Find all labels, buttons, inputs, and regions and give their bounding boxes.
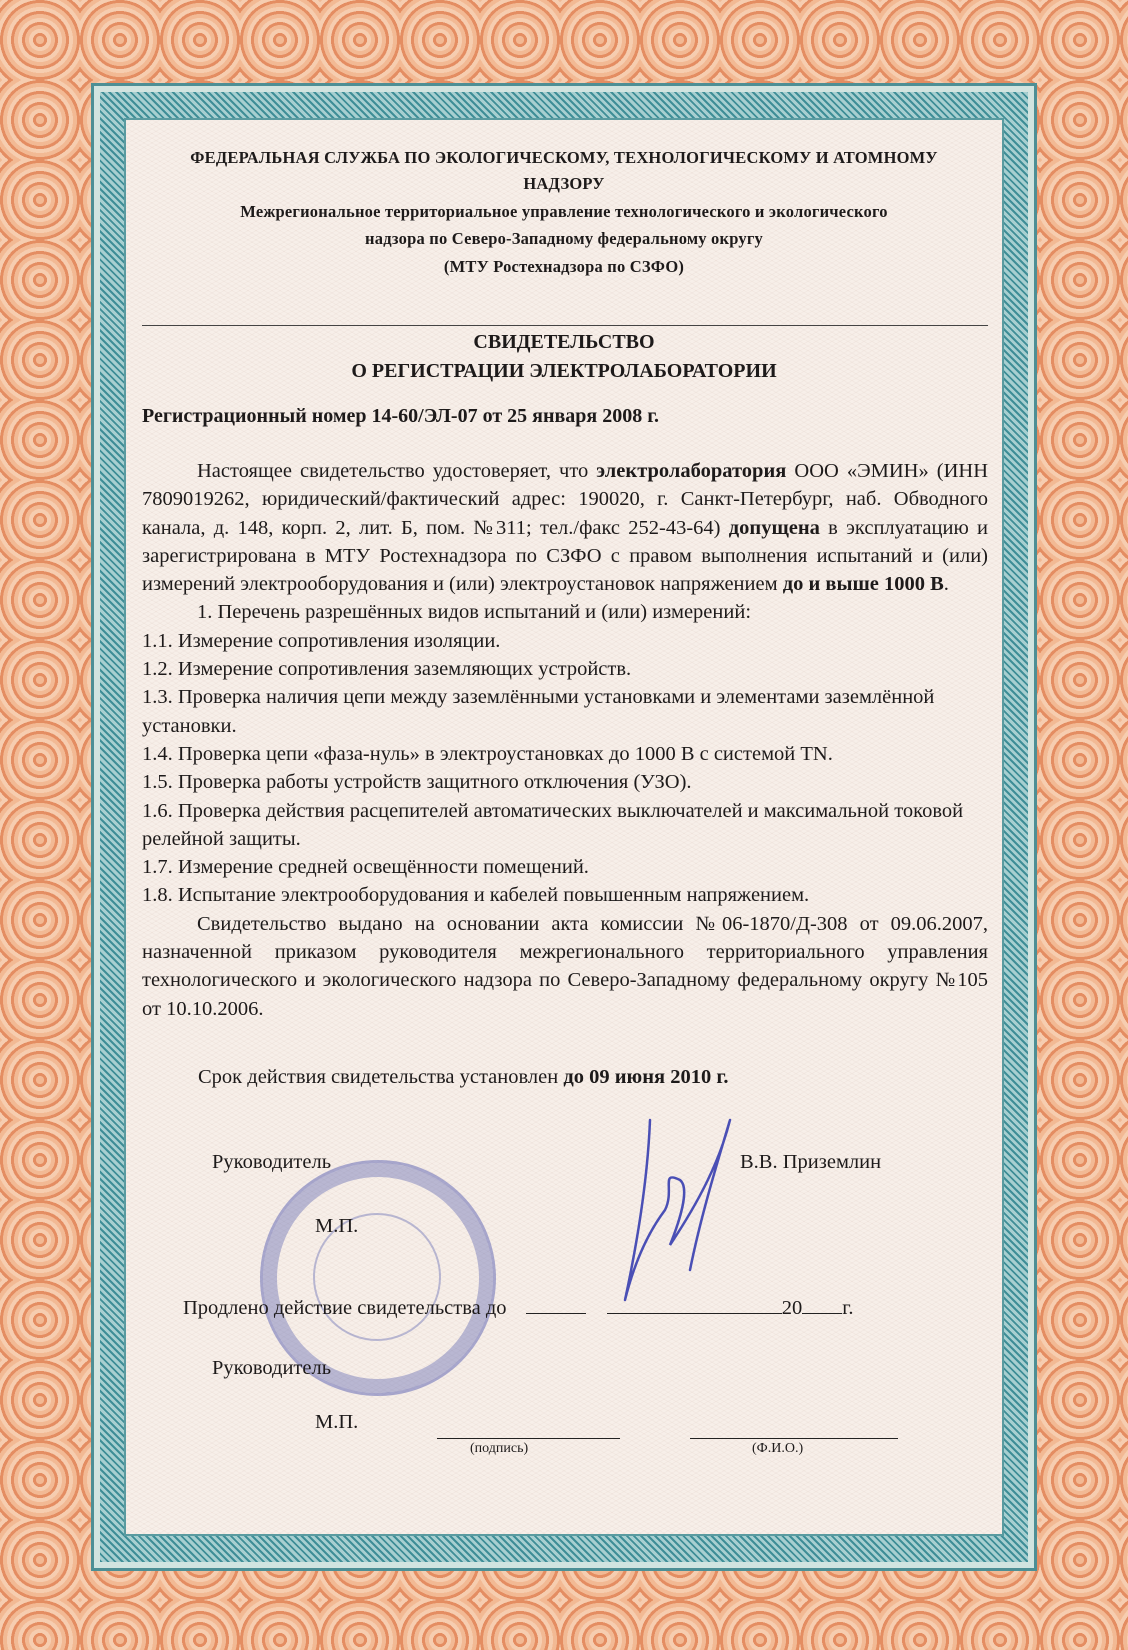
- registration-number: Регистрационный номер 14-60/ЭЛ-07 от 25 января 2008 г.: [142, 405, 660, 427]
- signatory-name: В.В. Приземлин: [740, 1151, 882, 1173]
- extension-day-blank[interactable]: [526, 1312, 586, 1314]
- header-divider: [142, 325, 988, 326]
- signature-caption: (подпись): [470, 1441, 529, 1456]
- name-caption: (Ф.И.О.): [752, 1441, 804, 1456]
- list-heading: 1. Перечень разрешённых видов испытаний и (или) измерений:: [197, 601, 752, 624]
- list-item: 1.2. Измерение сопротивления заземляющих устройств.: [142, 658, 632, 681]
- list-item: 1.3. Проверка наличия цепи между заземлёнными установками и элементами заземлённой установки.: [142, 686, 935, 737]
- handwritten-signature: [620, 1110, 770, 1310]
- list-item: 1.7. Измерение средней освещённости помещений.: [142, 856, 589, 879]
- list-item: 1.8. Испытание электрооборудования и кабелей повышенным напряжением.: [142, 884, 810, 907]
- list-item: 1.6. Проверка действия расцепителей автоматических выключателей и максимальной токовой релейной защиты.: [142, 799, 964, 850]
- agency-name-line1: ФЕДЕРАЛЬНАЯ СЛУЖБА ПО ЭКОЛОГИЧЕСКОМУ, ТЕХНОЛОГИЧЕСКОМУ И АТОМНОМУ: [190, 148, 938, 167]
- validity-line: Срок действия свидетельства установлен до 09 июня 2010 г.: [198, 1066, 729, 1088]
- basis-paragraph: Свидетельство выдано на основании акта комиссии №06-1870/Д-308 от 09.06.2007, назначенной приказом руководителя межрегионального территориального управления технологического и экологического надзора по Северо-Западному федеральному округу №105 от 10.10.2006.: [142, 912, 988, 1020]
- certificate-title: СВИДЕТЕЛЬСТВО: [473, 331, 655, 353]
- department-line2: надзора по Северо-Западному федеральному округу: [365, 229, 763, 248]
- department-abbrev: (МТУ Ростехнадзора по СЗФО): [443, 257, 685, 276]
- list-item: 1.1. Измерение сопротивления изоляции.: [142, 629, 501, 652]
- certificate-subtitle: О РЕГИСТРАЦИИ ЭЛЕКТРОЛАБОРАТОРИИ: [351, 360, 777, 382]
- agency-name-line2: НАДЗОРУ: [523, 174, 605, 193]
- extension-seal-label: М.П.: [315, 1411, 359, 1433]
- signatory-role: Руководитель: [212, 1151, 332, 1173]
- extension-line: Продлено действие свидетельства до 20 г.: [183, 1297, 854, 1319]
- extension-role: Руководитель: [212, 1357, 332, 1379]
- intro-paragraph: Настоящее свидетельство удостоверяет, что электролаборатория ООО «ЭМИН» (ИНН 7809019262, юридический/фактический адрес: 190020, г. Санкт-Петербург, наб. Обводного канала, д. 148, корп. 2, лит. Б, пом. №311; тел./факс 252-43-64) допущена в эксплуатацию и зарегистрирована в МТУ Ростехнадзора по СЗФО с правом выполнения испытаний и (или) измерений электрооборудования и (или) электроустановок напряжением до и выше 1000 В.: [142, 460, 988, 596]
- certificate-body: [142, 457, 988, 1023]
- list-item: 1.4. Проверка цепи «фаза-нуль» в электроустановках до 1000 В с системой TN.: [142, 742, 833, 765]
- name-line[interactable]: [690, 1438, 898, 1439]
- signature-line[interactable]: [437, 1438, 620, 1439]
- seal-place-label: М.П.: [315, 1215, 359, 1237]
- extension-year-blank[interactable]: [802, 1312, 842, 1314]
- department-line1: Межрегиональное территориальное управление технологического и экологического: [240, 202, 888, 221]
- list-item: 1.5. Проверка работы устройств защитного отключения (УЗО).: [142, 771, 692, 794]
- extension-month-blank[interactable]: [607, 1312, 782, 1314]
